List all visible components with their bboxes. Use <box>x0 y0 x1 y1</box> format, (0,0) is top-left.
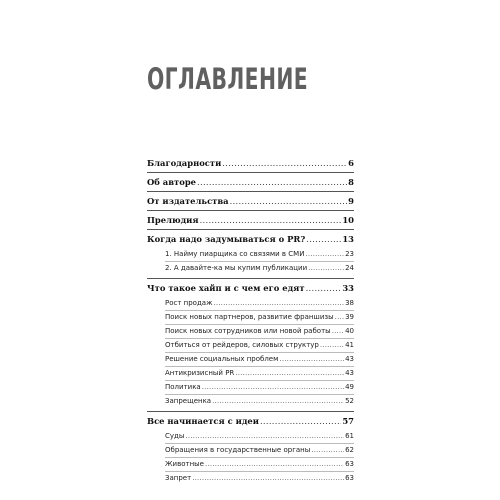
toc-entry-label: От издательства <box>147 196 229 206</box>
toc-entry[interactable] <box>147 229 354 248</box>
toc-leader-dots <box>192 473 344 483</box>
toc-entry[interactable] <box>147 411 354 430</box>
toc-subentry-page: 23 <box>345 250 354 258</box>
toc-subentry-label: 2. А давайте-ка мы купим публикации <box>165 264 308 272</box>
toc-subentry-label: Отбиться от рейдеров, силовых структур <box>165 341 319 349</box>
toc-leader-dots <box>230 195 348 207</box>
toc-entry-label: Об авторе <box>147 177 197 187</box>
toc-subentry-label: Запрещенка <box>165 397 212 405</box>
toc-leader-dots <box>320 340 344 350</box>
toc-subentry-label: Суды <box>165 432 185 440</box>
toc-leader-dots <box>202 382 344 392</box>
toc-entry-label: Все начинается с идеи <box>147 416 259 426</box>
toc-leader-dots <box>212 396 344 406</box>
toc-leader-dots <box>306 282 342 294</box>
toc-subentry-label: Политика <box>165 383 201 391</box>
toc-subentry[interactable] <box>165 366 354 380</box>
toc-entry-page: 33 <box>342 283 354 293</box>
toc-subentry[interactable] <box>165 380 354 394</box>
toc-leader-dots <box>213 298 344 308</box>
toc-entry-page: 57 <box>342 416 354 426</box>
toc-subentry-label: Антикризисный PR <box>165 369 235 377</box>
toc-subentry-label: Рост продаж <box>165 299 213 307</box>
toc-leader-dots <box>335 312 344 322</box>
toc-entry-label: Благодарности <box>147 158 222 168</box>
toc-subentry-label: Поиск новых партнеров, развитие франшизы <box>165 313 334 321</box>
toc-entry-label: Прелюдия <box>147 215 199 225</box>
toc-subentry-page: 49 <box>345 383 354 391</box>
toc-subentry[interactable] <box>165 443 354 457</box>
toc-subentry-label: Поиск новых сотрудников или новой работы <box>165 327 331 335</box>
toc-leader-dots <box>308 263 344 273</box>
toc-subentry[interactable] <box>165 297 354 310</box>
toc-leader-dots <box>205 459 344 469</box>
toc-subentry[interactable] <box>165 338 354 352</box>
toc-sublist <box>147 297 354 411</box>
toc-entry[interactable] <box>147 210 354 229</box>
toc-subentry-label: Запрет <box>165 474 192 482</box>
toc-subentry-page: 63 <box>345 474 354 482</box>
toc-leader-dots <box>305 249 344 259</box>
table-of-contents <box>147 154 354 488</box>
toc-subentry-page: 63 <box>345 460 354 468</box>
toc-entry-page: 8 <box>348 177 354 187</box>
toc-entry[interactable] <box>147 191 354 210</box>
toc-subentry[interactable] <box>165 352 354 366</box>
toc-leader-dots <box>200 214 342 226</box>
toc-entry-page: 13 <box>342 234 354 244</box>
toc-leader-dots <box>311 445 344 455</box>
toc-subentry[interactable] <box>165 471 354 485</box>
toc-subentry-page: 43 <box>345 369 354 377</box>
toc-subentry-label: Обращения в государственные органы <box>165 446 311 454</box>
toc-entry[interactable] <box>147 172 354 191</box>
toc-subentry-label: Решение социальных проблем <box>165 355 279 363</box>
toc-subentry-page: 24 <box>345 264 354 272</box>
toc-subentry[interactable] <box>165 261 354 275</box>
toc-sublist <box>147 430 354 488</box>
toc-subentry[interactable] <box>165 430 354 443</box>
toc-entry-page: 6 <box>348 158 354 168</box>
toc-subentry-page: 61 <box>345 432 354 440</box>
toc-leader-dots <box>222 157 347 169</box>
toc-entry-label: Что такое хайп и с чем его едят <box>147 283 305 293</box>
toc-leader-dots <box>235 368 344 378</box>
toc-entry-page: 9 <box>348 196 354 206</box>
toc-subentry-label: Животные <box>165 460 204 468</box>
toc-leader-dots <box>279 354 344 364</box>
toc-subentry-page: 41 <box>345 341 354 349</box>
toc-subentry-page: 39 <box>345 313 354 321</box>
toc-subentry[interactable] <box>165 310 354 324</box>
toc-entry[interactable] <box>147 154 354 172</box>
toc-subentry-label: 1. Найму пиарщика со связями в СМИ <box>165 250 305 258</box>
toc-subentry[interactable] <box>165 457 354 471</box>
toc-subentry-page: 38 <box>345 299 354 307</box>
toc-leader-dots <box>185 431 344 441</box>
toc-subentry-page: 52 <box>345 397 354 405</box>
toc-subentry[interactable] <box>165 248 354 261</box>
toc-subentry-page: 62 <box>345 446 354 454</box>
toc-leader-dots <box>332 326 344 336</box>
toc-subentry-page: 43 <box>345 355 354 363</box>
toc-subentry[interactable] <box>165 394 354 408</box>
toc-subentry[interactable] <box>165 324 354 338</box>
page-title: ОГЛАВЛЕНИЕ <box>147 62 309 96</box>
toc-entry-page: 10 <box>342 215 354 225</box>
toc-entry-label: Когда надо задумываться о PR? <box>147 234 306 244</box>
toc-leader-dots <box>260 415 341 427</box>
toc-leader-dots <box>306 233 341 245</box>
toc-sublist <box>147 248 354 278</box>
toc-entry[interactable] <box>147 278 354 297</box>
toc-subentry-page: 40 <box>345 327 354 335</box>
toc-leader-dots <box>197 176 347 188</box>
